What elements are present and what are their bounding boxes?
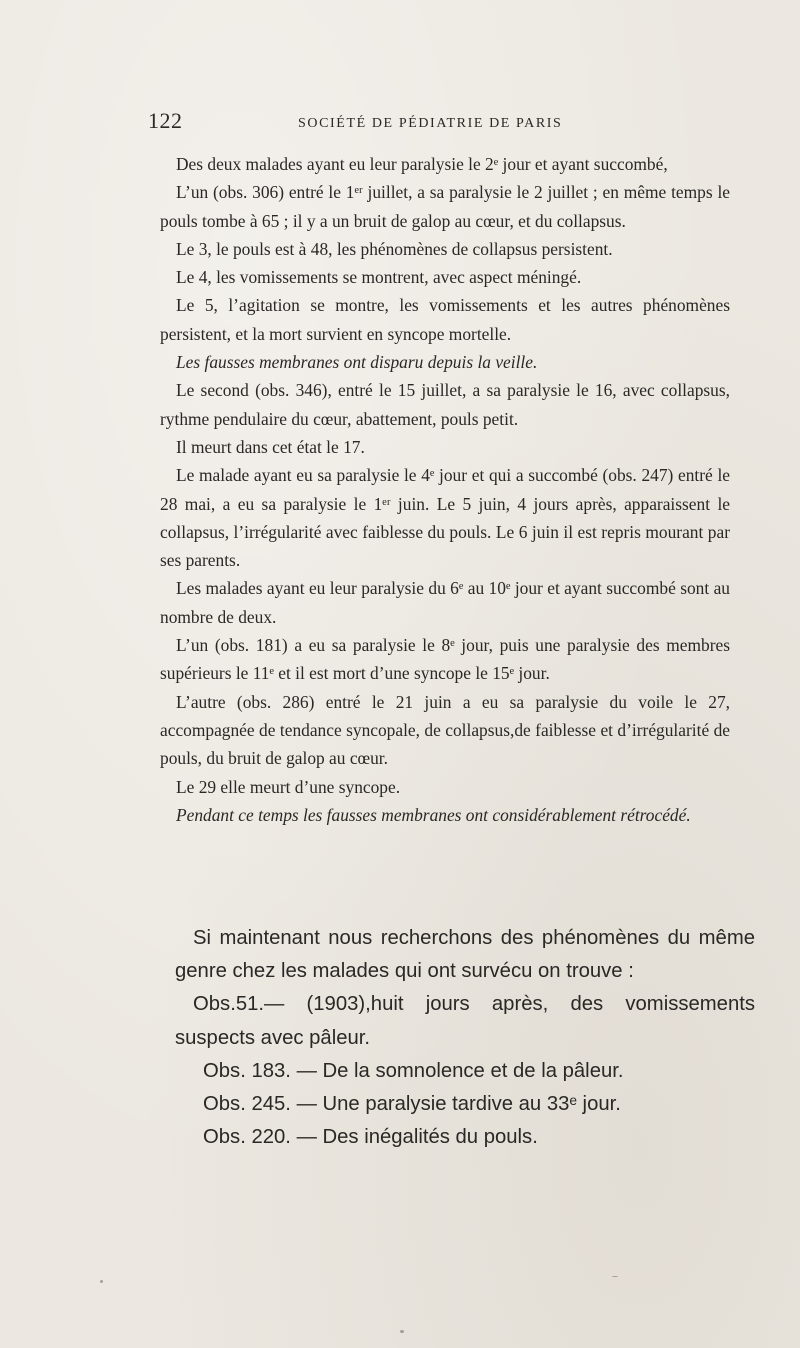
paper-speck (400, 1330, 404, 1333)
paragraph-4: Le 4, les vomissements se montrent, avec aspect méningé. (176, 267, 582, 288)
paragraph-11: L’un (obs. 181) a eu sa paralysie le 8ᵉ jour, puis une paralysie des membres supérieurs le 11ᵉ et il est mort d’une syncope le 15ᵉ jour. (160, 635, 730, 684)
running-title: SOCIÉTÉ DE PÉDIATRIE DE PARIS (298, 116, 563, 131)
page-header (148, 108, 588, 138)
main-text (160, 150, 730, 829)
obs-220-line: Obs. 220. — Des inégalités du pouls. (203, 1126, 538, 1149)
paragraph-14-italic: Pendant ce temps les fausses membranes ont considérablement rétrocédé. (176, 804, 691, 825)
paragraph-3: Le 3, le pouls est à 48, les phénomènes de collapsus persistent. (176, 238, 613, 259)
paper-speck (612, 1276, 618, 1277)
paragraph-13: Le 29 elle meurt d’une syncope. (176, 776, 401, 797)
paragraph-6-italic: Les fausses membranes ont disparu depuis la veille. (176, 352, 538, 373)
paragraph-12: L’autre (obs. 286) entré le 21 juin a eu sa paralysie du voile le 27, accompagnée de tendance syncopale, de collapsus,de faiblesse et d’irrégularité de pouls, du bruit de galop au cœur. (160, 691, 730, 769)
paragraph-8: Il meurt dans cet état le 17. (176, 436, 365, 457)
paragraph-5: Le 5, l’agitation se montre, les vomissements et les autres phénomènes persistent, et la mort survient en syncope mortelle. (160, 295, 730, 344)
paragraph-9: Le malade ayant eu sa paralysie le 4ᵉ jour et qui a succombé (obs. 247) entré le 28 mai, a eu sa paralysie le 1ᵉʳ juin. Le 5 juin, 4 jours après, apparaissent le collapsus, l’irrégularité avec faiblesse du pouls. Le 6 juin il est repris mourant par ses parents. (160, 465, 730, 571)
paragraph-1: Des deux malades ayant eu leur paralysie le 2ᵉ jour et ayant succombé, (176, 154, 668, 174)
obs-245-line: Obs. 245. — Une paralysie tardive au 33ᵉ jour. (203, 1093, 621, 1116)
page-number: 122 (148, 108, 183, 133)
paragraph-10: Les malades ayant eu leur paralysie du 6ᵉ au 10ᵉ jour et ayant succombé sont au nombre de deux. (160, 578, 730, 627)
obs-51-line: Obs.51.— (1903),huit jours après, des vomissements suspects avec pâleur. (175, 993, 755, 1049)
obs-183-line: Obs. 183. — De la somnolence et de la pâleur. (203, 1059, 624, 1082)
paper-speck (100, 1280, 103, 1283)
addendum-text (175, 922, 755, 1154)
paragraph-2: L’un (obs. 306) entré le 1ᵉʳ juillet, a sa paralysie le 2 juillet ; en même temps le pouls tombe à 65 ; il y a un bruit de galop au cœur, et du collapsus. (160, 182, 730, 231)
addendum-intro: Si maintenant nous recherchons des phénomènes du même genre chez les malades qui ont survécu on trouve : (175, 927, 755, 983)
paragraph-7: Le second (obs. 346), entré le 15 juillet, a sa paralysie le 16, avec collapsus, rythme pendulaire du cœur, abattement, pouls petit. (160, 380, 730, 429)
